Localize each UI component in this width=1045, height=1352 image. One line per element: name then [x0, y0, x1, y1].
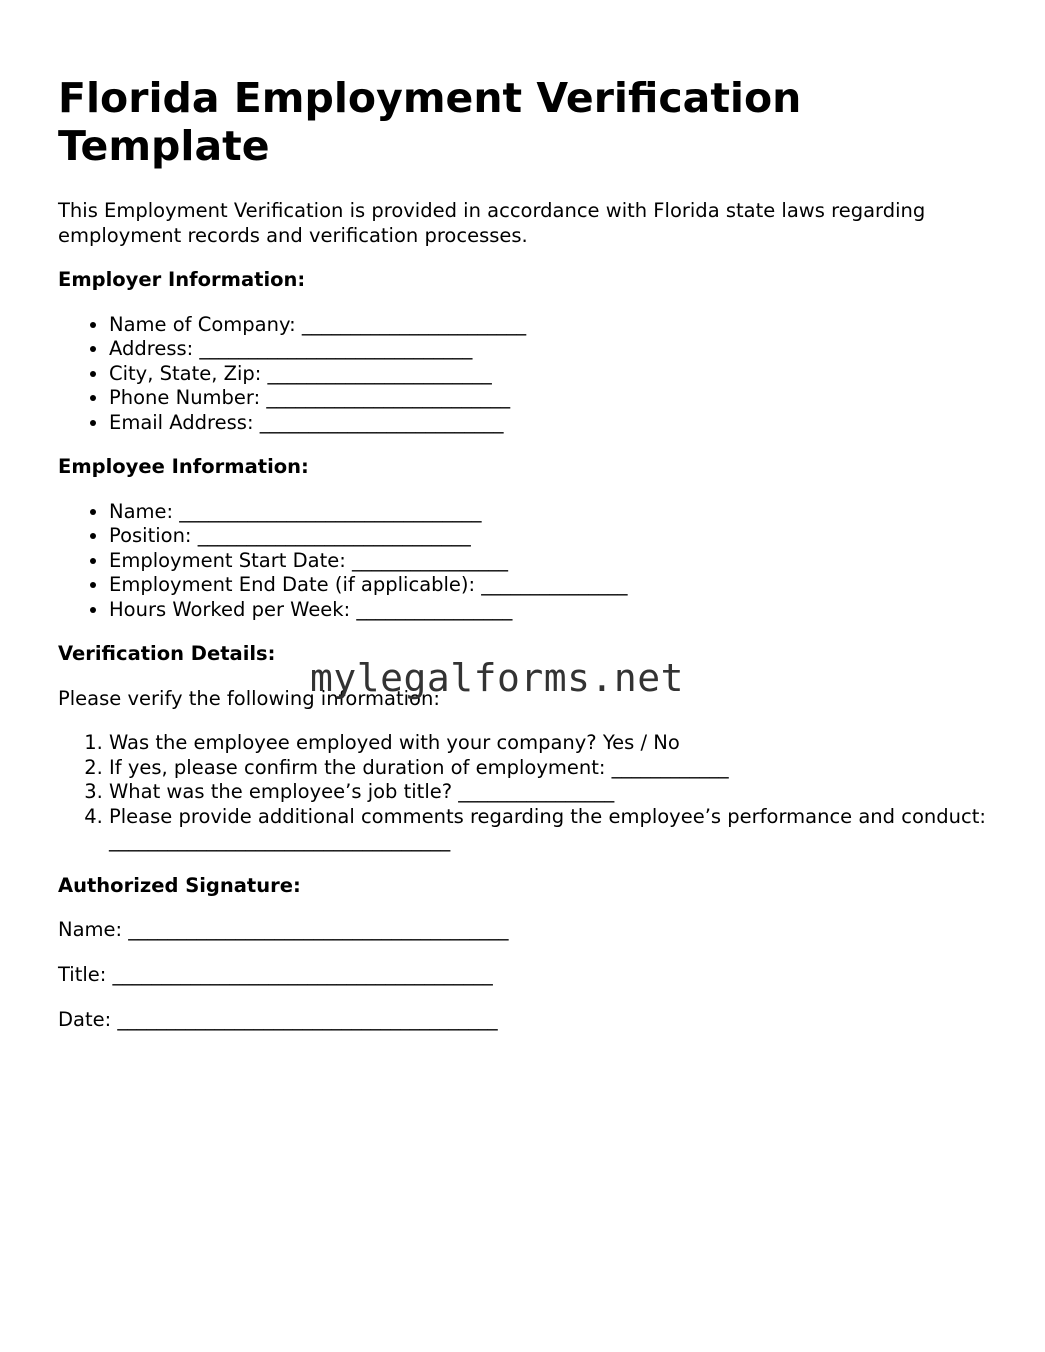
- employer-list: [58, 313, 998, 436]
- document-page: [58, 74, 998, 1053]
- employee-name-field: • Name: _______________________________: [109, 500, 998, 525]
- signature-name-field: Name: _______________________________________: [58, 918, 509, 941]
- verification-prompt: Please verify the following information:: [58, 686, 440, 710]
- verification-item: 4. Please provide additional comments regarding the employee’s performance and conduct: ___________________________________: [109, 805, 998, 854]
- watermark: mylegalforms.net: [310, 656, 685, 700]
- employee-list: [58, 500, 998, 623]
- verification-heading: Verification Details:: [58, 642, 276, 665]
- employee-start-date-field: • Employment Start Date: ________________: [109, 549, 998, 574]
- signature-heading: Authorized Signature:: [58, 873, 301, 897]
- employee-heading: Employee Information:: [58, 455, 309, 478]
- verification-item: 1. Was the employee employed with your company? Yes / No: [109, 731, 998, 756]
- intro-paragraph: This Employment Verification is provided in accordance with Florida state laws regarding employment records and verification processes.: [58, 199, 926, 247]
- verification-item: 3. What was the employee’s job title? ________________: [109, 780, 998, 805]
- employer-email-field: • Email Address: _________________________: [109, 411, 998, 436]
- document-title: Florida Employment Verification Template: [58, 74, 802, 170]
- employer-company-field: • Name of Company: _______________________: [109, 313, 998, 338]
- signature-title-field: Title: _______________________________________: [58, 963, 493, 986]
- verification-list: [58, 731, 998, 854]
- employer-phone-field: • Phone Number: _________________________: [109, 386, 998, 411]
- employee-hours-field: • Hours Worked per Week: ________________: [109, 598, 998, 623]
- verification-item: 2. If yes, please confirm the duration of employment: ____________: [109, 756, 998, 781]
- employer-heading: Employer Information:: [58, 268, 306, 291]
- employee-end-date-field: • Employment End Date (if applicable): _______________: [109, 573, 998, 598]
- employer-city-field: • City, State, Zip: _______________________: [109, 362, 998, 387]
- employer-address-field: • Address: ____________________________: [109, 337, 998, 362]
- employee-position-field: • Position: ____________________________: [109, 524, 998, 549]
- signature-date-field: Date: _______________________________________: [58, 1008, 498, 1031]
